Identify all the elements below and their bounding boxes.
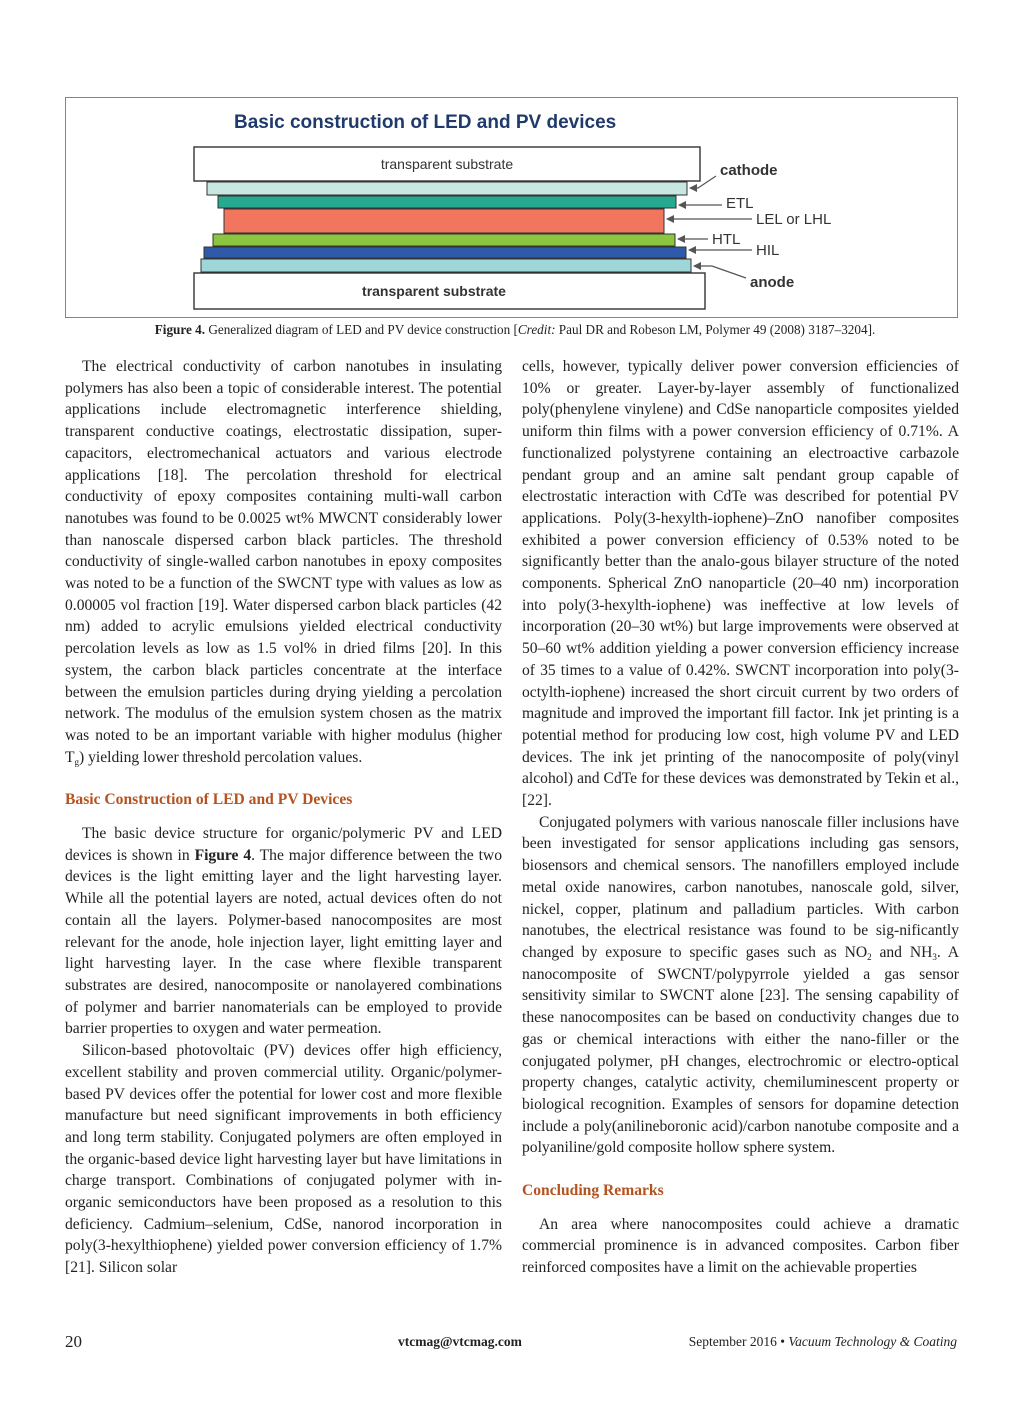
right-p2-b: and NH <box>871 943 933 961</box>
footer-publication-name: Vacuum Technology & Coating <box>788 1334 957 1349</box>
led-pv-diagram-svg <box>66 98 957 317</box>
lel-label: LEL or LHL <box>756 211 832 228</box>
etl-layer <box>218 196 676 208</box>
caption-text-after: Paul DR and Robeson LM, Polymer 49 (2008) 3187–3204]. <box>555 322 876 337</box>
lel-layer <box>224 209 664 233</box>
footer-date: September 2016 <box>688 1334 777 1349</box>
paragraph: An area where nanocomposites could achieve a dramatic commercial prominence is in advanced composites. Carbon fiber reinforced composites have a limit on the achievable properties <box>522 1215 959 1277</box>
paragraph <box>65 356 502 768</box>
paragraph: cells, however, typically deliver power conversion efficiencies of 10% or greater. Layer-by-layer assembly of functionalized poly(phenylene vinylene) and CdSe nanoparticle composites yielded uniform thin films with a power conversion efficiency of 0.71%. A functionalized polystyrene containing an electroactive carbazole pendant group and an amine salt pendant group capable of electrostatic interaction with CdTe was described for potential PV applications. Poly(3-hexylth-iophene)–ZnO nanofiber composites exhibited a power conversion efficiency of 0.53% noted to be significantly better than the analo-gous bilayer structure of the noted components. Spherical ZnO nanoparticle (20–40 nm) incorporation into poly(3-hexylth-iophene) was ineffective at low levels of incorporation (20–30 wt%) but large improvements were observed at 50–60 wt% addition yielding a power conversion efficiency increase of 35 times to a value of 0.42%. SWCNT incorporation into poly(3-octylth-iophene) increased the short circuit current by two orders of magnitude and improved the important fill factor. Ink jet printing is a potential method for producing low cost, high volume PV and LED devices. The ink jet printing of the nanocomposite of poly(vinyl alcohol) and CdTe for these devices was demonstrated by Tekin et al., [22]. <box>522 358 959 810</box>
figure-caption <box>65 322 965 338</box>
section-heading-led-pv: Basic Construction of LED and PV Devices <box>65 791 353 809</box>
left-p2-end: . The major difference between the two devices is the light emitting layer and the light harvesting layer. While all the potential layers are noted, actual devices often do not contain all the layers. Polymer-based nanocomposites are most relevant for the anode, hole injection layer, light emitting layer and light harvesting layer. In the case where flexible transparent substrates are desired, nanocomposite or nanolayered combinations of polymer and barrier nanomaterials can be employed to provide barrier properties to oxygen and water permeation. <box>65 846 502 1038</box>
anode-label: anode <box>750 274 795 291</box>
diagram-title: Basic construction of LED and PV devices <box>234 112 617 133</box>
footer-publication <box>689 1334 957 1350</box>
figure-4-diagram <box>65 97 958 318</box>
paragraph: Silicon-based photovoltaic (PV) devices offer high efficiency, excellent stability and proven commercial utility. Organic/polymer-based PV devices offer the potential for lower cost and more flexible manufacture but need significant improvements in both efficiency and long term stability. Conjugated polymers are often employed in the organic-based device light harvesting layer but have limitations in charge transport. Combinations of conjugated polymer with in-organic semiconductors have been proposed as a resolution to this deficiency. Cadmium–selenium, CdSe, nanorod incorporation in poly(3-hexylthiophene) yielded power conversion efficiency of 1.7% [21]. Silicon solar <box>65 1042 502 1277</box>
left-p1-sub: g <box>74 756 80 767</box>
top-substrate-label: transparent substrate <box>380 156 514 172</box>
right-p2-a: Conjugated polymers with various nanoscale filler inclusions have been investigated for sensor applications including gas sensors, biosensors and chemical sensors. The nanofillers employed include metal oxide nanowires, carbon nanotubes, nanoscale gold, silver, nickel, copper, platinum and palladium particles. With carbon nanotubes, the electrical resistance was found to be sig-nificantly changed by exposure to specific gases such as NO <box>522 813 959 961</box>
paragraph <box>65 823 502 1040</box>
cathode-layer <box>207 182 687 195</box>
right-column <box>522 356 959 1279</box>
footer-bullet: • <box>780 1334 785 1349</box>
etl-label: ETL <box>726 195 754 212</box>
bottom-substrate-label: transparent substrate <box>362 283 506 299</box>
cathode-label: cathode <box>720 162 778 179</box>
htl-layer <box>213 234 675 246</box>
page-footer <box>65 1334 957 1354</box>
footer-email-link[interactable]: vtcmag@vtcmag.com <box>398 1334 522 1349</box>
caption-text-before: Generalized diagram of LED and PV device construction [ <box>205 322 518 337</box>
paragraph <box>522 812 959 1159</box>
right-p2-c: . A nanocomposite of SWCNT/polypyrrole yielded a gas sensor sensitivity similar to SWCNT alone [23]. The sensing capability of these nanocomposites can be based on conductivity changes due to gas or chemical interactions with either the nano-filler or the conjugated polymer, pH changes, electrochromic or electro-optical property changes, catalytic activity, chemiluminescent property or biological recognition. Examples of sensors for dopamine detection include a poly(anilineboronic acid)/carbon nanotube composite and a polyaniline/gold composite hollow sphere system. <box>522 943 959 1157</box>
caption-credit: Credit: <box>517 322 556 337</box>
htl-label: HTL <box>712 231 741 248</box>
right-p2-sub1: 2 <box>867 951 872 962</box>
left-column <box>65 356 502 1279</box>
caption-label: Figure 4. <box>154 322 206 337</box>
figure-reference: Figure 4 <box>194 846 252 864</box>
section-heading-concluding: Concluding Remarks <box>522 1182 664 1200</box>
anode-layer <box>201 259 691 272</box>
page-number: 20 <box>65 1332 82 1351</box>
left-p1-end: ) yielding lower threshold percolation values. <box>79 748 363 766</box>
hil-layer <box>204 247 686 258</box>
hil-label: HIL <box>756 242 780 259</box>
left-p2-start: The basic device structure for organic/polymeric PV and LED devices is shown in <box>65 825 502 864</box>
left-p1-main: The electrical conductivity of carbon nanotubes in insulating polymers has also been a topic of considerable interest. The potential applications include electromagnetic interference shielding, transparent conductive coatings, electrostatic dissipation, super-capacitors, electromechanical actuators and various electrode applications [18]. The percolation threshold for electrical conductivity of epoxy composites containing multi-wall carbon nanotubes was found to be 0.0025 wt% MWCNT considerably lower than nanoscale dispersed carbon black particles. The threshold conductivity of single-walled carbon nanotubes in epoxy composites was noted to be a function of the SWCNT type with values as low as 0.00005 vol fraction [19]. Water dispersed carbon black particles (42 nm) added to acrylic emulsions yielded electrical conductivity percolation levels as low as 1.5 vol% in dried films [20]. In this system, the carbon black particles concentrate at the interface between the emulsion particles during drying yielding a percolation network. The modulus of the emulsion system chosen as the matrix was noted to be an important variable with higher modulus (higher T <box>65 358 502 766</box>
right-p2-sub2: 3 <box>932 951 937 962</box>
